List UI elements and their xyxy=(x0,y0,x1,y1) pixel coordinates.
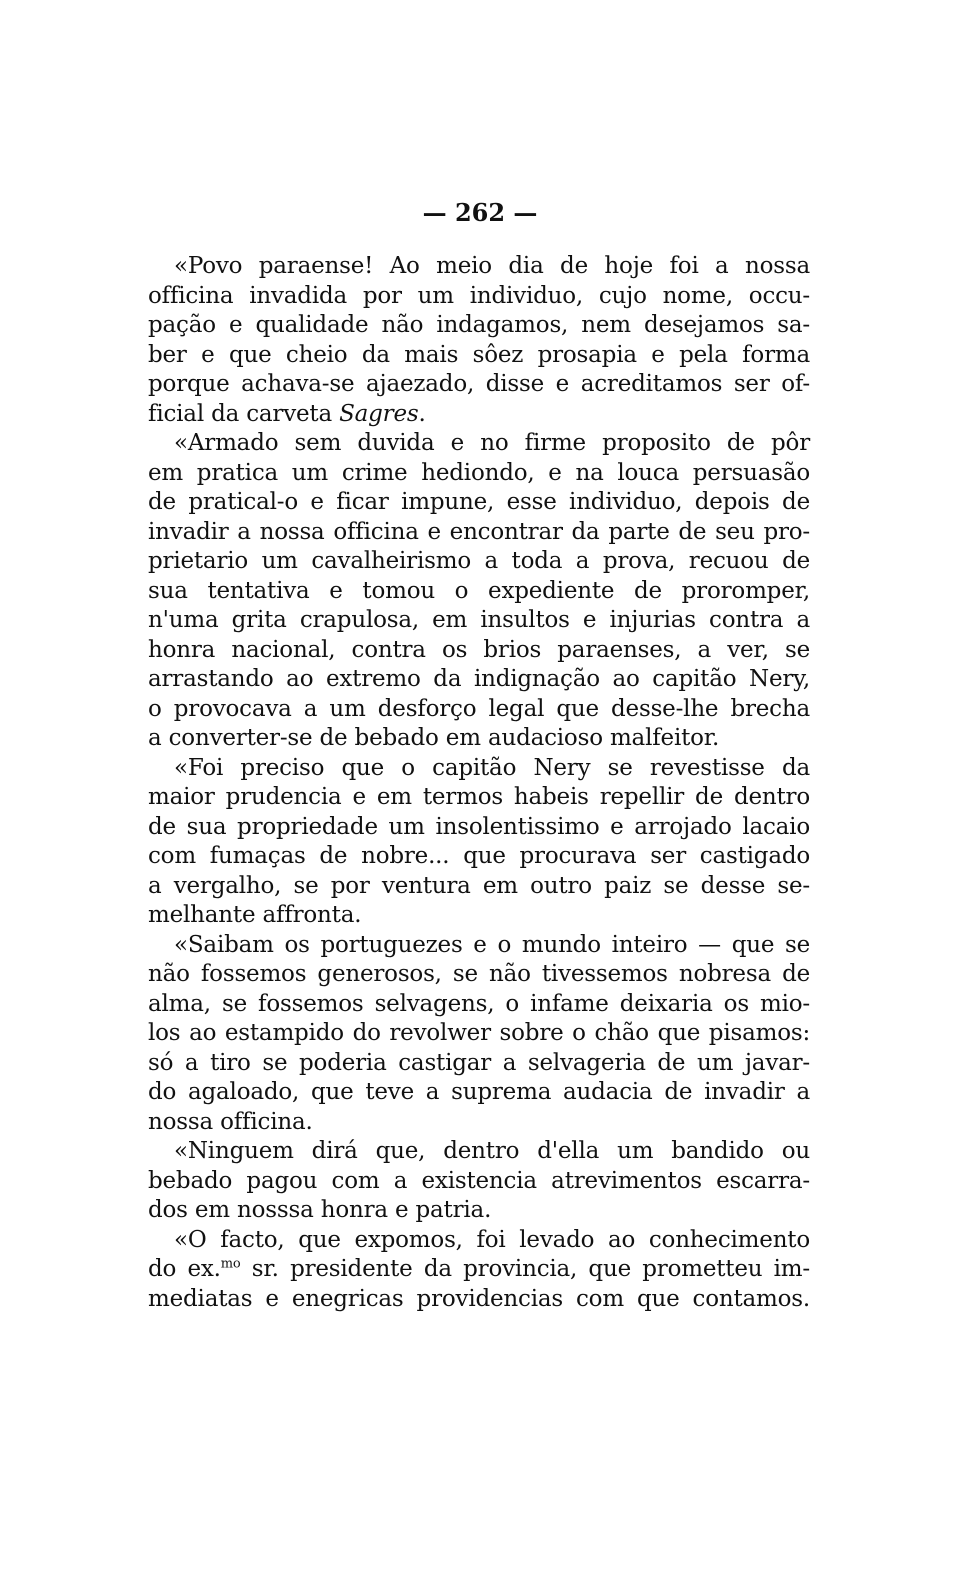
text-line xyxy=(148,1255,810,1285)
text-line xyxy=(148,282,810,312)
line-text: melhante affronta. xyxy=(148,902,362,928)
text-line xyxy=(148,518,810,548)
line-text: sua tentativa e tomou o expediente de proromper, xyxy=(148,577,810,604)
line-text: «Armado sem duvida e no firme proposito de pôr xyxy=(174,430,810,456)
line-text: mediatas e enegricas providencias com que contamos. xyxy=(148,1285,810,1312)
line-text: honra nacional, contra os brios paraenses, a ver, se xyxy=(148,636,810,663)
ship-name: Sagres xyxy=(339,400,419,427)
line-text: nossa officina. xyxy=(148,1108,313,1135)
text-line xyxy=(148,252,810,282)
line-text: de pratical-o e ficar impune, esse individuo, depois de xyxy=(148,489,810,515)
text-line xyxy=(148,577,810,607)
text-line xyxy=(148,960,810,990)
line-text: com fumaças de nobre... que procurava ser castigado xyxy=(148,843,810,869)
line-text: a converter-se de bebado em audacioso malfeitor. xyxy=(148,725,720,751)
line-text: ber e que cheio da mais sôez prosapia e pela forma xyxy=(148,341,810,368)
line-text: não fossemos generosos, se não tivessemos nobresa de xyxy=(148,961,810,987)
text-line xyxy=(148,311,810,341)
text-line xyxy=(148,872,810,902)
line-text: arrastando ao extremo da indignação ao capitão Nery, xyxy=(148,666,810,692)
line-text-tail: . xyxy=(418,400,426,427)
text-line xyxy=(148,1196,810,1226)
text-line xyxy=(148,547,810,577)
text-line xyxy=(148,665,810,695)
line-text: alma, se fossemos selvagens, o infame deixaria os mio- xyxy=(148,990,810,1017)
text-line xyxy=(148,1137,810,1167)
line-text: «Povo paraense! Ao meio dia de hoje foi a nossa xyxy=(174,253,810,279)
text-line xyxy=(148,429,810,459)
text-line xyxy=(148,459,810,489)
text-line xyxy=(148,1019,810,1049)
text-line xyxy=(148,1226,810,1256)
text-line xyxy=(148,341,810,371)
line-text: maior prudencia e em termos habeis repellir de dentro xyxy=(148,784,810,810)
line-text: pação e qualidade não indagamos, nem desejamos sa- xyxy=(148,312,810,338)
text-line xyxy=(148,488,810,518)
text-line xyxy=(148,842,810,872)
line-text: só a tiro se poderia castigar a selvageria de um javar- xyxy=(148,1049,810,1076)
text-line xyxy=(148,783,810,813)
text-line xyxy=(148,813,810,843)
line-text: dos em nosssa honra e patria. xyxy=(148,1197,492,1223)
line-text: «Ninguem dirá que, dentro d'ella um bandido ou xyxy=(174,1138,810,1164)
text-line xyxy=(148,1167,810,1197)
text-line xyxy=(148,606,810,636)
text-line xyxy=(148,724,810,754)
line-text: o provocava a um desforço legal que desse-lhe brecha xyxy=(148,695,810,722)
page-number: — 262 — xyxy=(422,198,538,227)
line-text: de sua propriedade um insolentissimo e arrojado lacaio xyxy=(148,813,810,840)
body-text xyxy=(148,252,810,1314)
text-line xyxy=(148,901,810,931)
text-line xyxy=(148,370,810,400)
text-line xyxy=(148,1078,810,1108)
text-line xyxy=(148,754,810,784)
line-text-tail: sr. presidente da provincia, que prometteu im- xyxy=(240,1256,810,1282)
text-line xyxy=(148,400,810,430)
line-text: los ao estampido do revolwer sobre o chão que pisamos: xyxy=(148,1020,810,1046)
line-text: ficial da carveta xyxy=(148,400,340,427)
line-text: bebado pagou com a existencia atrevimentos escarra- xyxy=(148,1167,810,1194)
superscript: mo xyxy=(220,1256,241,1272)
text-line xyxy=(148,695,810,725)
line-text: invadir a nossa officina e encontrar da parte de seu pro- xyxy=(148,518,810,545)
line-text: do agaloado, que teve a suprema audacia de invadir a xyxy=(148,1079,810,1105)
text-line xyxy=(148,931,810,961)
line-text: porque achava-se ajaezado, disse e acreditamos ser of- xyxy=(148,371,810,397)
text-line xyxy=(148,1285,810,1315)
line-text: «O facto, que expomos, foi levado ao conhecimento xyxy=(174,1226,810,1253)
line-text: «Foi preciso que o capitão Nery se revestisse da xyxy=(174,754,810,781)
line-text: a vergalho, se por ventura em outro paiz se desse se- xyxy=(148,872,810,899)
line-text: prietario um cavalheirismo a toda a prova, recuou de xyxy=(148,548,810,574)
line-text: do ex. xyxy=(148,1256,221,1282)
line-text: officina invadida por um individuo, cujo nome, occu- xyxy=(148,282,810,309)
line-text: n'uma grita crapulosa, em insultos e injurias contra a xyxy=(148,607,810,633)
line-text: em pratica um crime hediondo, e na louca persuasão xyxy=(148,459,810,486)
text-line xyxy=(148,1108,810,1138)
text-line xyxy=(148,636,810,666)
text-line xyxy=(148,990,810,1020)
line-text: «Saibam os portuguezes e o mundo inteiro — que se xyxy=(174,931,810,958)
text-line xyxy=(148,1049,810,1079)
